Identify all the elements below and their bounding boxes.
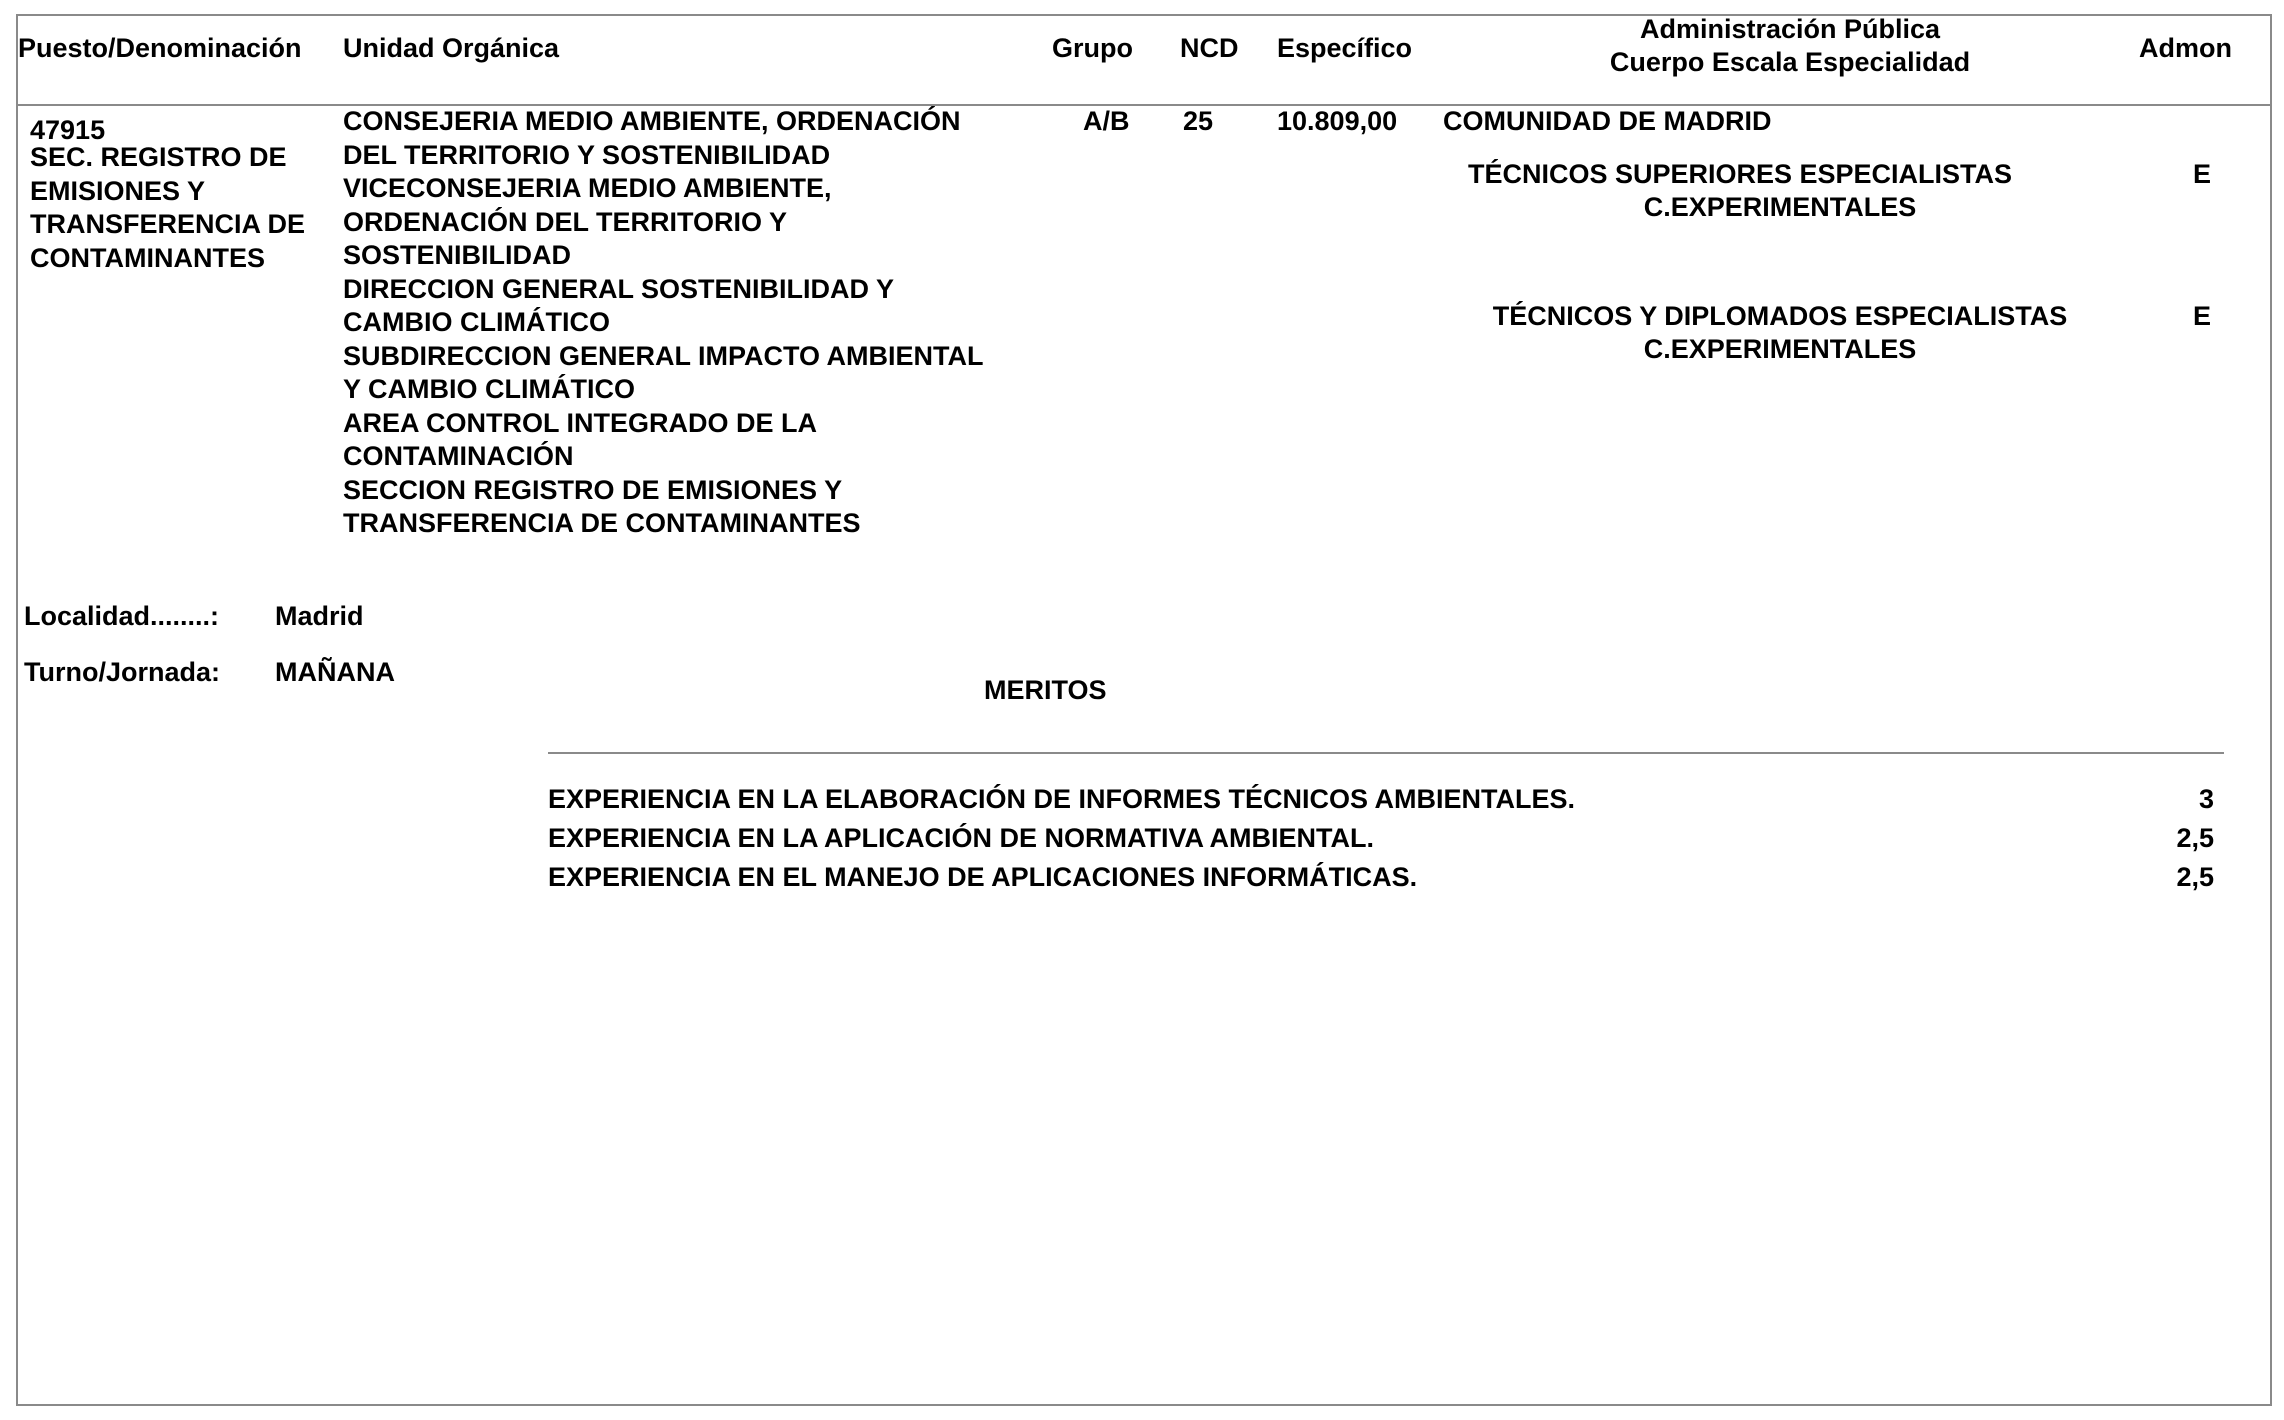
unidad-line: SECCION REGISTRO DE EMISIONES Y	[343, 474, 843, 505]
merito-text: EXPERIENCIA EN LA ELABORACIÓN DE INFORMES TÉCNICOS AMBIENTALES.	[548, 784, 1576, 814]
unidad-line: CONTAMINACIÓN	[343, 441, 574, 471]
localidad-value: Madrid	[275, 601, 364, 631]
localidad-label: Localidad........:	[24, 601, 220, 631]
unidad-line: CONSEJERIA MEDIO AMBIENTE, ORDENACIÓN	[343, 106, 961, 136]
meritos-divider	[548, 752, 2224, 754]
cuerpo-1-line1: TÉCNICOS SUPERIORES ESPECIALISTAS	[1467, 159, 2013, 189]
denominacion-line: EMISIONES Y	[30, 175, 206, 206]
header-especifico: Específico	[1277, 33, 1413, 63]
turno-value: MAÑANA	[275, 657, 395, 687]
unidad-line: AREA CONTROL INTEGRADO DE LA	[343, 407, 818, 438]
denominacion-line: CONTAMINANTES	[30, 242, 265, 273]
cuerpo-2-line2: C.EXPERIMENTALES	[1643, 334, 1917, 364]
header-puesto: Puesto/Denominación	[18, 33, 302, 63]
cuerpo-1-admon: E	[2193, 159, 2212, 189]
denominacion-line: TRANSFERENCIA DE	[30, 209, 306, 239]
merito-score: 2,5	[2176, 823, 2214, 853]
merito-text: EXPERIENCIA EN LA APLICACIÓN DE NORMATIVA AMBIENTAL.	[548, 823, 1375, 853]
grupo-value: A/B	[1083, 106, 1130, 136]
merito-score: 3	[2198, 784, 2214, 814]
unidad-line: SOSTENIBILIDAD	[343, 240, 572, 270]
unidad-line: VICECONSEJERIA MEDIO AMBIENTE,	[343, 173, 832, 203]
puesto-code: 47915	[30, 115, 106, 145]
cuerpo-2-admon: E	[2193, 301, 2212, 331]
unidad-line: ORDENACIÓN DEL TERRITORIO Y	[343, 206, 788, 237]
cuerpo-2-line1: TÉCNICOS Y DIPLOMADOS ESPECIALISTAS	[1492, 301, 2068, 331]
unidad-line: DEL TERRITORIO Y SOSTENIBILIDAD	[343, 139, 831, 170]
denominacion-line: SEC. REGISTRO DE	[30, 142, 287, 172]
merito-text: EXPERIENCIA EN EL MANEJO DE APLICACIONES INFORMÁTICAS.	[548, 862, 1418, 892]
unidad-organica	[343, 105, 984, 541]
meritos-title: MERITOS	[984, 675, 1107, 705]
merito-score: 2,5	[2176, 862, 2214, 892]
header-admin-publica: Administración Pública	[1639, 14, 1941, 44]
header-grupo: Grupo	[1052, 33, 1133, 63]
unidad-line: Y CAMBIO CLIMÁTICO	[343, 374, 635, 404]
header-unidad: Unidad Orgánica	[343, 33, 560, 63]
administracion-value: COMUNIDAD DE MADRID	[1443, 106, 1772, 136]
header-cuerpo-escala: Cuerpo Escala Especialidad	[1609, 47, 1971, 77]
unidad-line: TRANSFERENCIA DE CONTAMINANTES	[343, 508, 861, 538]
unidad-line: SUBDIRECCION GENERAL IMPACTO AMBIENTAL	[343, 340, 984, 371]
turno-label: Turno/Jornada:	[24, 657, 221, 687]
ncd-value: 25	[1183, 106, 1214, 136]
cuerpo-1-line2: C.EXPERIMENTALES	[1643, 192, 1917, 222]
puesto-denominacion	[30, 141, 305, 275]
header-admon: Admon	[2139, 33, 2232, 63]
unidad-line: DIRECCION GENERAL SOSTENIBILIDAD Y	[343, 273, 895, 304]
header-ncd: NCD	[1180, 33, 1239, 63]
especifico-value: 10.809,00	[1277, 106, 1398, 136]
unidad-line: CAMBIO CLIMÁTICO	[343, 307, 610, 337]
